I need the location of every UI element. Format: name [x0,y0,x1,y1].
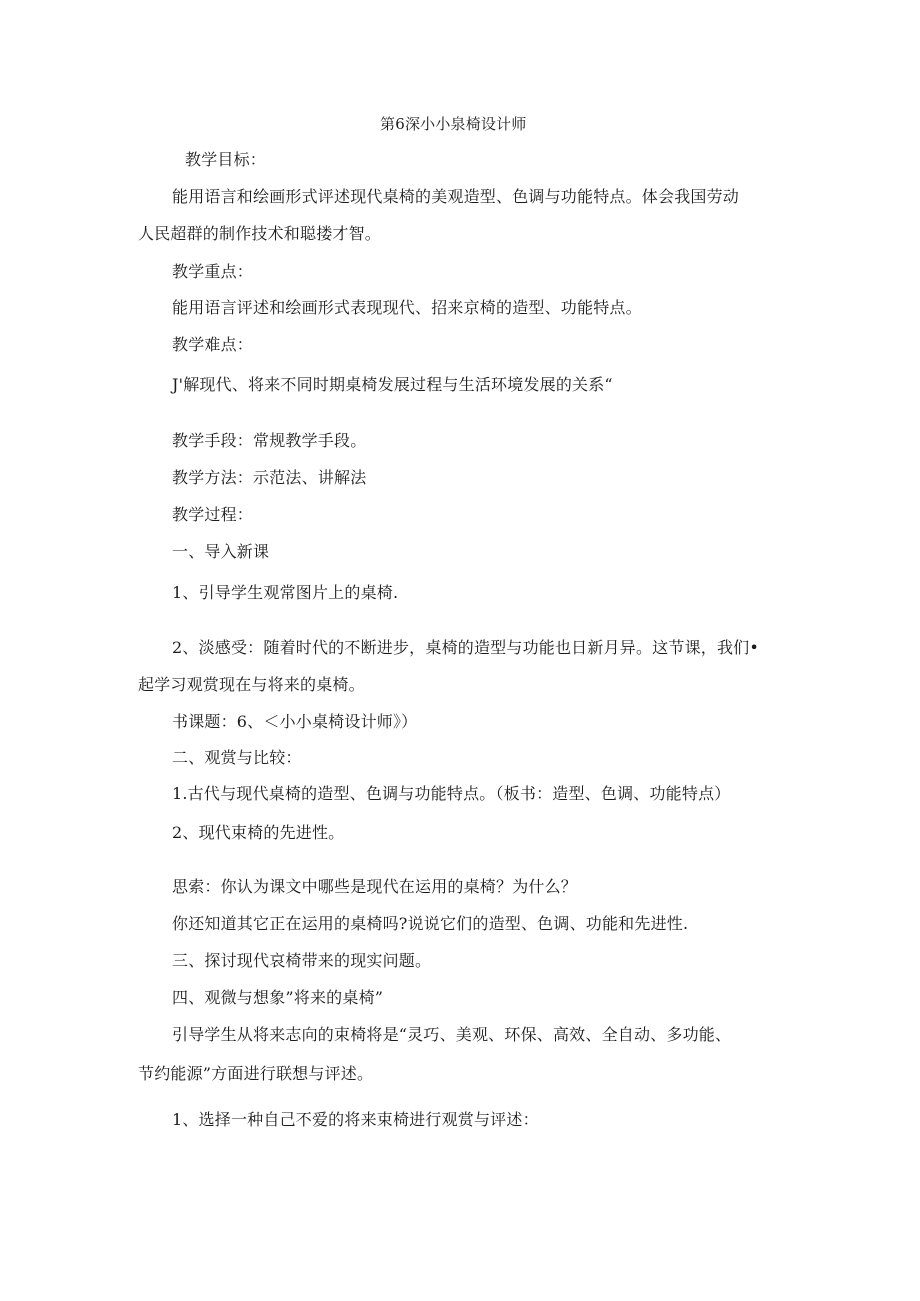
section-4-heading: 四、观微与想象”将来的桌椅” [172,988,384,1007]
objectives-heading: 教学目标： [185,150,267,169]
document-title: 第6深小小泉椅设计师 [380,115,527,133]
think-question-2: 你还知道其它正在运用的桌椅吗?说说它们的造型、色调、功能和先进性. [172,914,689,933]
section-4-item-1: 1、选择一种自己不爱的将来束椅进行观赏与评述： [172,1110,539,1129]
key-points-text: 能用语言评述和绘画形式表现现代、招来京椅的造型、功能特点。 [172,298,642,317]
think-question-1: 思索：你认为课文中哪些是现代在运用的桌椅？为什么？ [172,877,578,896]
teaching-means: 教学手段：常规教学手段。 [172,431,367,450]
section-1-item-2-line2: 起学习观赏现在与将来的桌椅。 [138,675,365,694]
section-3-heading: 三、探讨现代哀椅带来的现实问题。 [172,951,432,970]
difficulty-heading: 教学难点： [172,335,254,354]
teaching-methods: 教学方法：示范法、讲解法 [172,468,367,487]
section-4-text-line1: 引导学生从将来志向的束椅将是“灵巧、美观、环保、高效、全自动、多功能、 [172,1025,732,1044]
section-2-item-1: 1.古代与现代桌椅的造型、色调与功能特点。（板书：造型、色调、功能特点） [172,784,731,803]
section-4-text-line2: 节约能源”方面进行联想与评述。 [138,1064,374,1083]
section-1-item-1: 1、引导学生观常图片上的桌椅. [172,583,399,602]
difficulty-text: J'解现代、将来不同时期桌椅发展过程与生活环境发展的关系“ [172,375,613,394]
board-title: 书课题：6、＜小小桌椅设计师》） [172,712,418,731]
section-1-heading: 一、导入新课 [172,542,270,561]
section-2-item-2: 2、现代束椅的先进性。 [172,823,345,842]
objectives-text-line1: 能用语言和绘画形式评述现代桌椅的美观造型、色调与功能特点。体会我国劳动 [172,187,740,206]
section-1-item-2-line1: 2、淡感受：随着时代的不断进步，桌椅的造型与功能也日新月异。这节课，我们• [172,638,760,657]
objectives-text-line2: 人民超群的制作技术和聪搂才智。 [138,224,382,243]
key-points-heading: 教学重点： [172,262,254,281]
section-2-heading: 二、观赏与比较： [172,748,302,767]
process-heading: 教学过程： [172,505,254,524]
